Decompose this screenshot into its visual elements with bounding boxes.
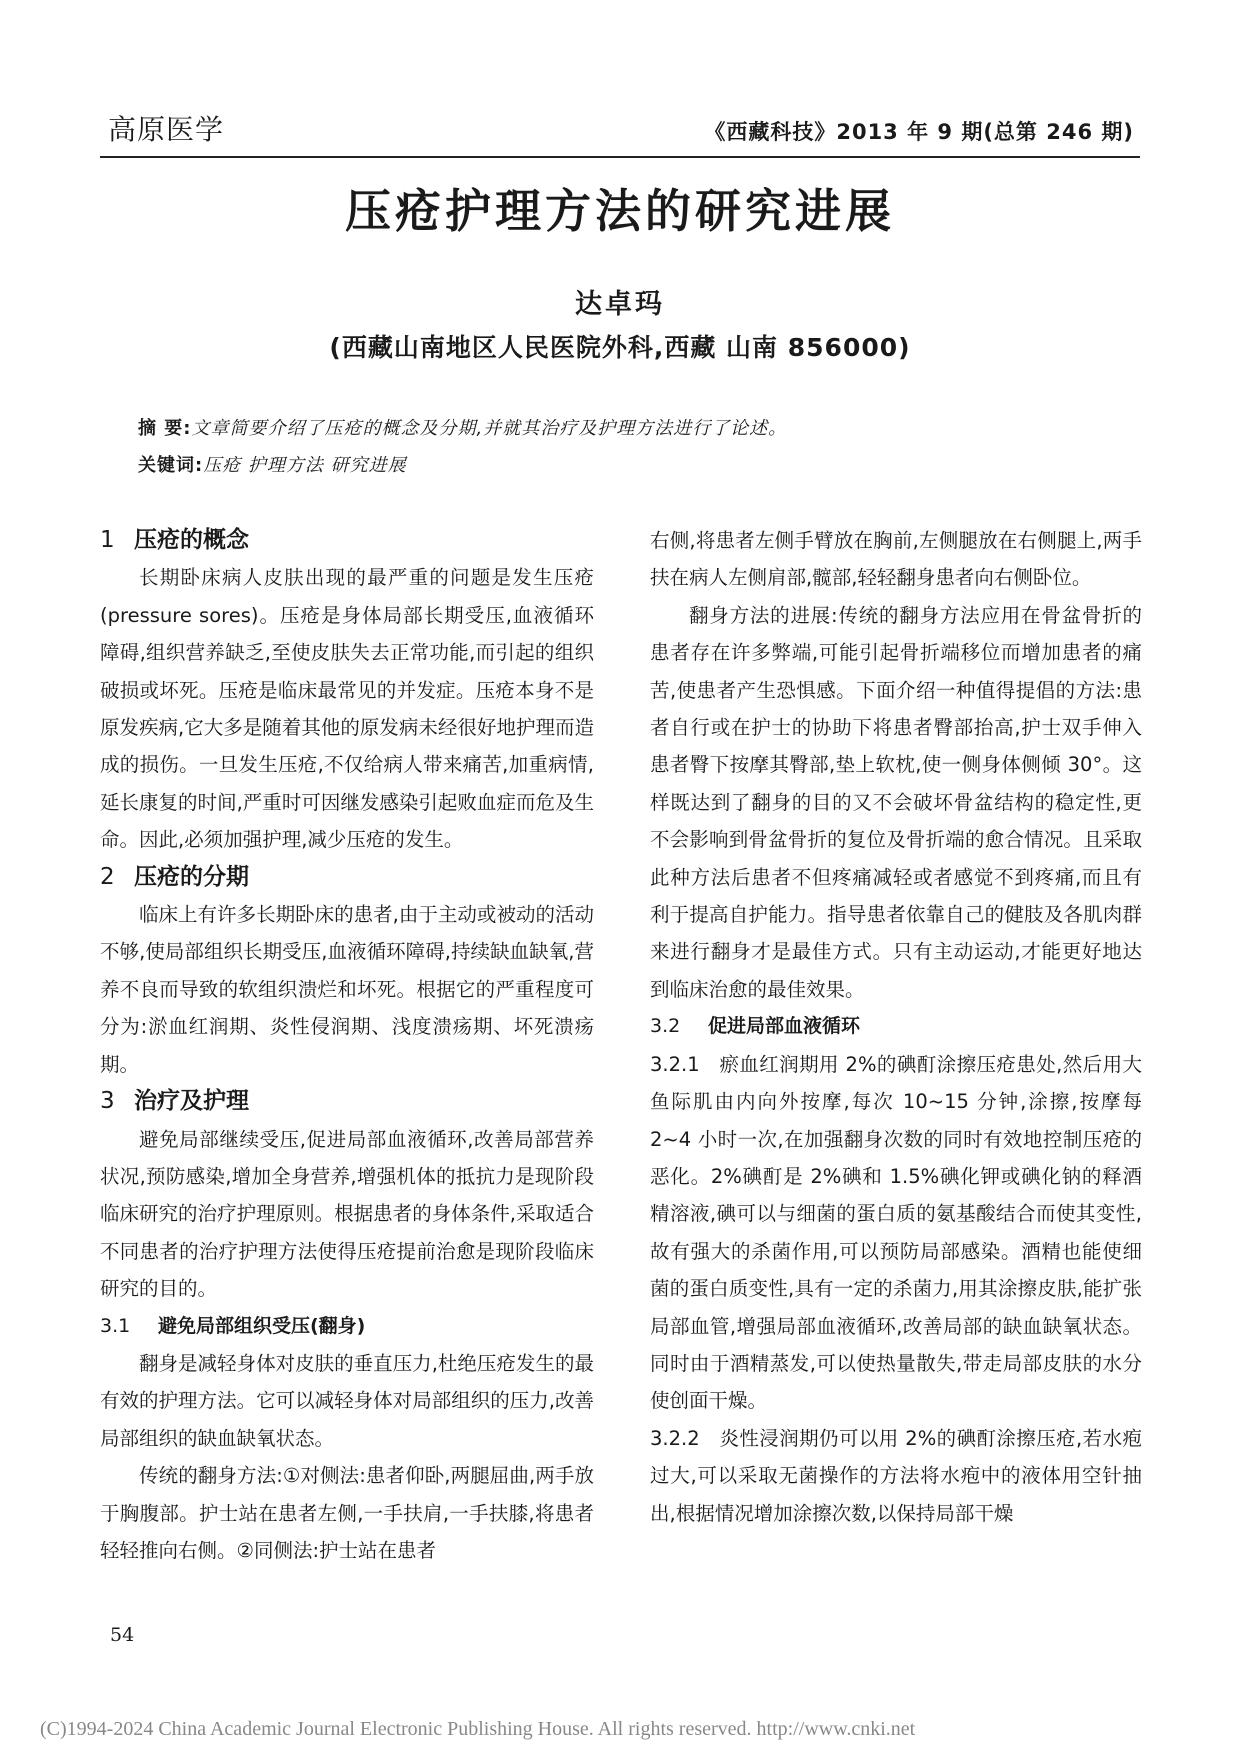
article-author: 达卓玛: [575, 289, 665, 320]
right-column: [650, 522, 1142, 1532]
section-heading: [100, 859, 594, 896]
section-title: 压疮的概念: [134, 527, 249, 553]
subsection-number: 3.1: [100, 1314, 131, 1337]
paragraph-text: 炎性浸润期仍可以用 2%的碘酊涂擦压疮,若水疱过大,可以采取无菌操作的方法将水疱中的液体用空针抽出,根据情况增加涂擦次数,以保持局部干燥: [650, 1426, 1142, 1525]
page-number: 54: [110, 1624, 135, 1646]
article-affiliation: (西藏山南地区人民医院外科,西藏 山南 856000): [329, 333, 911, 362]
subsection-title: 促进局部血液循环: [708, 1015, 861, 1038]
abstract: [138, 414, 787, 440]
paragraph: 避免局部继续受压,促进局部血液循环,改善局部营养状况,预防感染,增加全身营养,增强机体的抵抗力是现阶段临床研究的治疗护理原则。根据患者的身体条件,采取适合不同患者的治疗护理方法使得压疮提前治愈是现阶段临床研究的目的。: [100, 1127, 594, 1301]
subsection-number: 3.2.1: [650, 1052, 700, 1076]
header-rule: [100, 156, 1140, 158]
keywords-text: 压疮 护理方法 研究进展: [203, 455, 407, 476]
paragraph: 临床上有许多长期卧床的患者,由于主动或被动的活动不够,使局部组织长期受压,血液循环障碍,持续缺血缺氧,营养不良而导致的软组织溃烂和坏死。根据它的严重程度可分为:淤血红润期、炎性侵润期、浅度溃疡期、坏死溃疡期。: [100, 903, 594, 1076]
paragraph: 长期卧床病人皮肤出现的最严重的问题是发生压疮(pressure sores)。压疮是身体局部长期受压,血液循环障碍,组织营养缺乏,至使皮肤失去正常功能,而引起的组织破损或坏死。压疮是临床最常见的并发症。压疮本身不是原发疾病,它大多是随着其他的原发病未经很好地护理而造成的损伤。一旦发生压疮,不仅给病人带来痛苦,加重病情,延长康复的时间,严重时可因继发感染引起败血症而危及生命。因此,必须加强护理,减少压疮的发生。: [100, 566, 594, 852]
section-title: 压疮的分期: [134, 863, 249, 890]
section-number: 1: [100, 527, 115, 553]
keywords: [138, 451, 407, 477]
paragraph: 传统的翻身方法:①对侧法:患者仰卧,两腿屈曲,两手放于胸腹部。护士站在患者左侧,一手扶肩,一手扶膝,将患者轻轻推向右侧。②同侧法:护士站在患者: [100, 1464, 594, 1562]
section-heading: [100, 522, 594, 559]
running-header-section: 高原医学: [108, 113, 225, 146]
subsection-title: 避免局部组织受压(翻身): [158, 1314, 366, 1337]
section-number: 3: [100, 1088, 115, 1115]
section-heading: [100, 1083, 594, 1120]
abstract-label: 摘 要:: [138, 418, 192, 439]
subsection-heading: [650, 1008, 1142, 1045]
subsection-number: 3.2.2: [650, 1426, 700, 1450]
running-header-journal: 《西藏科技》2013 年 9 期(总第 246 期): [704, 120, 1134, 144]
section-title: 治疗及护理: [134, 1088, 249, 1115]
subsection-number: 3.2: [650, 1015, 681, 1038]
paragraph: 右侧,将患者左侧手臂放在胸前,左侧腿放在右侧腿上,两手扶在病人左侧肩部,髋部,轻轻翻身患者向右侧卧位。: [650, 529, 1142, 590]
paragraph: [650, 1420, 1142, 1532]
article-title: 压疮护理方法的研究进展: [345, 184, 895, 238]
left-column: [100, 522, 594, 1569]
paragraph: [650, 1046, 1142, 1420]
copyright-notice: (C)1994-2024 China Academic Journal Electronic Publishing House. All rights reserved. http://www.cnki.net: [40, 1718, 916, 1740]
paragraph: 翻身方法的进展:传统的翻身方法应用在骨盆骨折的患者存在许多弊端,可能引起骨折端移位而增加患者的痛苦,使患者产生恐惧感。下面介绍一种值得提倡的方法:患者自行或在护士的协助下将患者臀部抬高,护士双手伸入患者臀下按摩其臀部,垫上软枕,使一侧身体侧倾 30°。这样既达到了翻身的目的又不会破坏骨盆结构的稳定性,更不会影响到骨盆骨折的复位及骨折端的愈合情况。且采取此种方法后患者不但疼痛减轻或者感觉不到疼痛,而且有利于提高自护能力。指导患者依靠自己的健肢及各肌肉群来进行翻身才是最佳方式。只有主动运动,才能更好地达到临床治愈的最佳效果。: [650, 603, 1142, 1001]
abstract-text: 文章简要介绍了压疮的概念及分期,并就其治疗及护理方法进行了论述。: [191, 418, 788, 439]
subsection-heading: [100, 1308, 594, 1345]
paragraph-text: 瘀血红润期用 2%的碘酊涂擦压疮患处,然后用大鱼际肌由内向外按摩,每次 10~15 分钟,涂擦,按摩每 2~4 小时一次,在加强翻身次数的同时有效地控制压疮的恶化。2%碘酊是 2%碘和 1.5%碘化钾或碘化钠的释酒精溶液,碘可以与细菌的蛋白质的氨基酸结合而使其变性,故有强大的杀菌作用,可以预防局部感染。酒精也能使细菌的蛋白质变性,具有一定的杀菌力,用其涂擦皮肤,能扩张局部血管,增强局部血液循环,改善局部的缺血缺氧状态。同时由于酒精蒸发,可以使热量散失,带走局部皮肤的水分使创面干燥。: [650, 1052, 1142, 1413]
keywords-label: 关键词:: [138, 455, 204, 476]
section-number: 2: [100, 863, 115, 890]
paragraph: 翻身是减轻身体对皮肤的垂直压力,杜绝压疮发生的最有效的护理方法。它可以减轻身体对局部组织的压力,改善局部组织的缺血缺氧状态。: [100, 1351, 594, 1450]
